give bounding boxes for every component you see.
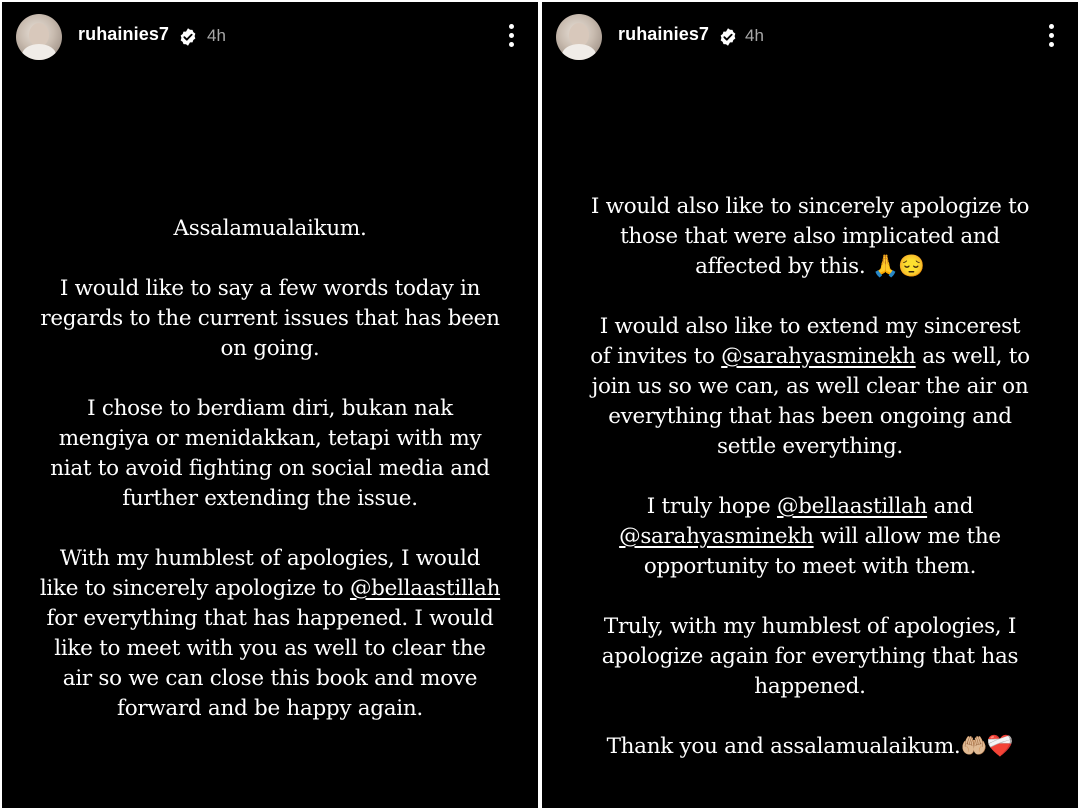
story-line: [2, 574, 538, 604]
text-segment: everything that has been ongoing and: [608, 404, 1012, 429]
story-line: [542, 312, 1078, 342]
story-panel-left: [2, 2, 538, 808]
story-line: [2, 304, 538, 334]
story-line: [542, 642, 1078, 672]
story-line: [2, 694, 538, 724]
story-line: [2, 424, 538, 454]
story-line: [2, 484, 538, 514]
text-segment: air so we can close this book and move: [62, 666, 478, 691]
text-segment: for everything that has happened. I would: [46, 606, 494, 631]
story-line: [542, 492, 1078, 522]
story-panel-right: [542, 2, 1078, 808]
story-line: [2, 664, 538, 694]
text-segment: on going.: [220, 336, 320, 361]
story-line: [542, 252, 1078, 282]
text-segment: mengiya or menidakkan, tetapi with my: [58, 426, 482, 451]
username[interactable]: ruhainies7: [78, 24, 170, 44]
story-text: [542, 192, 1078, 792]
text-segment: as well, to: [915, 344, 1030, 369]
story-paragraph: [542, 732, 1078, 762]
post-time: 4h: [207, 26, 226, 45]
profile-avatar[interactable]: [16, 14, 62, 60]
text-segment: niat to avoid fighting on social media and: [50, 456, 490, 481]
story-line: [2, 274, 538, 304]
text-segment: will allow me the: [813, 524, 1001, 549]
story-line: [2, 394, 538, 424]
text-segment: I would like to say a few words today in: [59, 276, 481, 301]
text-segment: settle everything.: [717, 434, 903, 459]
story-line: [2, 544, 538, 574]
story-line: [542, 192, 1078, 222]
story-line: [542, 432, 1078, 462]
verified-badge-icon: [178, 27, 198, 47]
story-line: [2, 334, 538, 364]
text-segment: like to meet with you as well to clear the: [54, 636, 486, 661]
mention-link[interactable]: @bellaastillah: [349, 576, 501, 601]
story-line: [542, 552, 1078, 582]
text-segment: I chose to berdiam diri, bukan nak: [87, 396, 453, 421]
story-paragraph: [542, 492, 1078, 582]
mention-link[interactable]: @bellaastillah: [776, 494, 928, 519]
story-line: [542, 402, 1078, 432]
username[interactable]: ruhainies7: [618, 24, 710, 44]
story-line: [2, 454, 538, 484]
text-segment: Assalamualaikum.: [173, 216, 367, 241]
story-header: [2, 2, 538, 74]
text-segment: join us so we can, as well clear the air on: [591, 374, 1029, 399]
story-line: [2, 604, 538, 634]
story-text: [2, 214, 538, 754]
story-paragraph: [542, 312, 1078, 462]
text-segment: apologize again for everything that has: [601, 644, 1019, 669]
text-segment: further extending the issue.: [122, 486, 418, 511]
text-segment: happened.: [754, 674, 866, 699]
story-paragraph: [2, 544, 538, 724]
text-segment: With my humblest of apologies, I would: [59, 546, 481, 571]
text-segment: Thank you and assalamualaikum.🤲🏼❤️‍🩹: [606, 734, 1014, 759]
mention-link[interactable]: @sarahyasminekh: [721, 344, 916, 369]
story-paragraph: [2, 394, 538, 514]
text-segment: opportunity to meet with them.: [643, 554, 977, 579]
text-segment: I truly hope: [646, 494, 777, 519]
story-line: [2, 214, 538, 244]
text-segment: I would also like to sincerely apologize to: [590, 194, 1030, 219]
text-segment: those that were also implicated and: [620, 224, 1000, 249]
story-line: [542, 672, 1078, 702]
text-segment: forward and be happy again.: [117, 696, 423, 721]
text-segment: Truly, with my humblest of apologies, I: [603, 614, 1017, 639]
mention-link[interactable]: @sarahyasminekh: [619, 524, 814, 549]
story-paragraph: [542, 612, 1078, 702]
story-paragraph: [2, 274, 538, 364]
story-line: [542, 732, 1078, 762]
story-line: [2, 634, 538, 664]
text-segment: and: [927, 494, 974, 519]
post-time: 4h: [745, 26, 764, 45]
text-segment: of invites to: [590, 344, 722, 369]
text-segment: regards to the current issues that has been: [40, 306, 500, 331]
verified-badge-icon: [718, 27, 738, 47]
story-line: [542, 522, 1078, 552]
story-paragraph: [2, 214, 538, 244]
profile-avatar[interactable]: [556, 14, 602, 60]
story-line: [542, 342, 1078, 372]
story-line: [542, 222, 1078, 252]
story-line: [542, 612, 1078, 642]
text-segment: affected by this. 🙏😔: [695, 254, 925, 279]
more-options-icon[interactable]: [1046, 24, 1056, 50]
story-paragraph: [542, 192, 1078, 282]
more-options-icon[interactable]: [506, 24, 516, 50]
story-line: [542, 372, 1078, 402]
text-segment: like to sincerely apologize to: [39, 576, 350, 601]
text-segment: I would also like to extend my sincerest: [599, 314, 1021, 339]
story-header: [542, 2, 1078, 74]
